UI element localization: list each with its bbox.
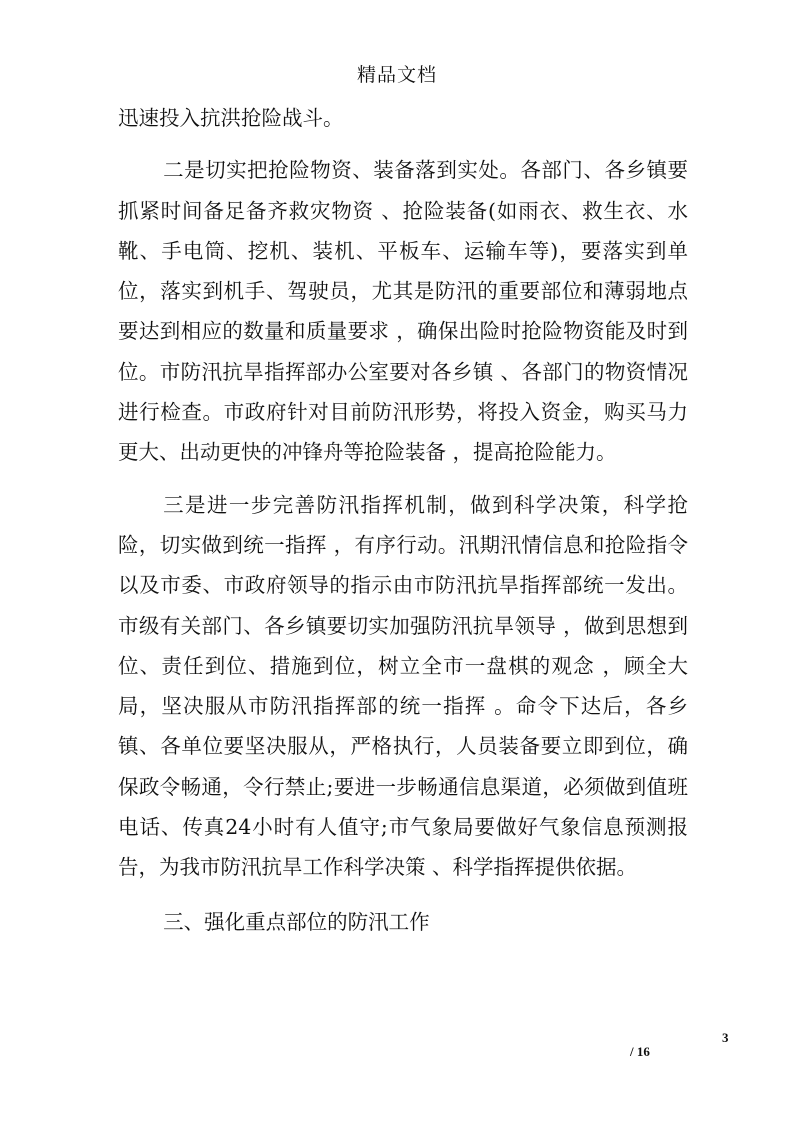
page-total: / 16 bbox=[630, 1044, 650, 1059]
paragraph-3: 三是进一步完善防汛指挥机制，做到科学决策，科学抢险，切实做到统一指挥 ，有序行动。汛期汛情信息和抢险指令以及市委、市政府领导的指示由市防汛抗旱指挥部统一发出。市级有关部门、各乡镇要切实加强防汛抗旱领导 ，做到思想到位、责任到位、措施到位，树立全市一盘棋的观念 ，顾全大局，坚决服从市防汛指挥部的统一指挥 。命令下达后，各乡镇、各单位要坚决服从，严格执行，人员装备要立即到位，确保政令畅通，令行禁止;要进一步畅通信息渠道，必须做到值班电话、传真24小时有人值守;市气象局要做好气象信息预测报告，为我市防汛抗旱工作科学决策 、科学指挥提供依据。 bbox=[118, 492, 688, 880]
section-heading: 三、强化重点部位的防汛工作 bbox=[163, 909, 430, 934]
page-number: 3 bbox=[722, 1030, 729, 1045]
page-header-title: 精品文档 bbox=[356, 64, 437, 86]
document-body bbox=[118, 98, 688, 942]
paragraph-1: 迅速投入抗洪抢险战斗。 bbox=[118, 106, 344, 130]
paragraph-2: 二是切实把抢险物资、装备落到实处。各部门、各乡镇要抓紧时间备足备齐救灾物资 、抢险装备(如雨衣、救生衣、水靴、手电筒、挖机、装机、平板车、运输车等)，要落实到单位，落实到机手、驾驶员，尤其是防汛的重要部位和薄弱地点要达到相应的数量和质量要求 ，确保出险时抢险物资能及时到位。市防汛抗旱指挥部办公室要对各乡镇 、各部门的物资情况进行检查。市政府针对目前防汛形势，将投入资金，购买马力更大、出动更快的冲锋舟等抢险装备 ，提高抢险能力。 bbox=[118, 158, 688, 465]
